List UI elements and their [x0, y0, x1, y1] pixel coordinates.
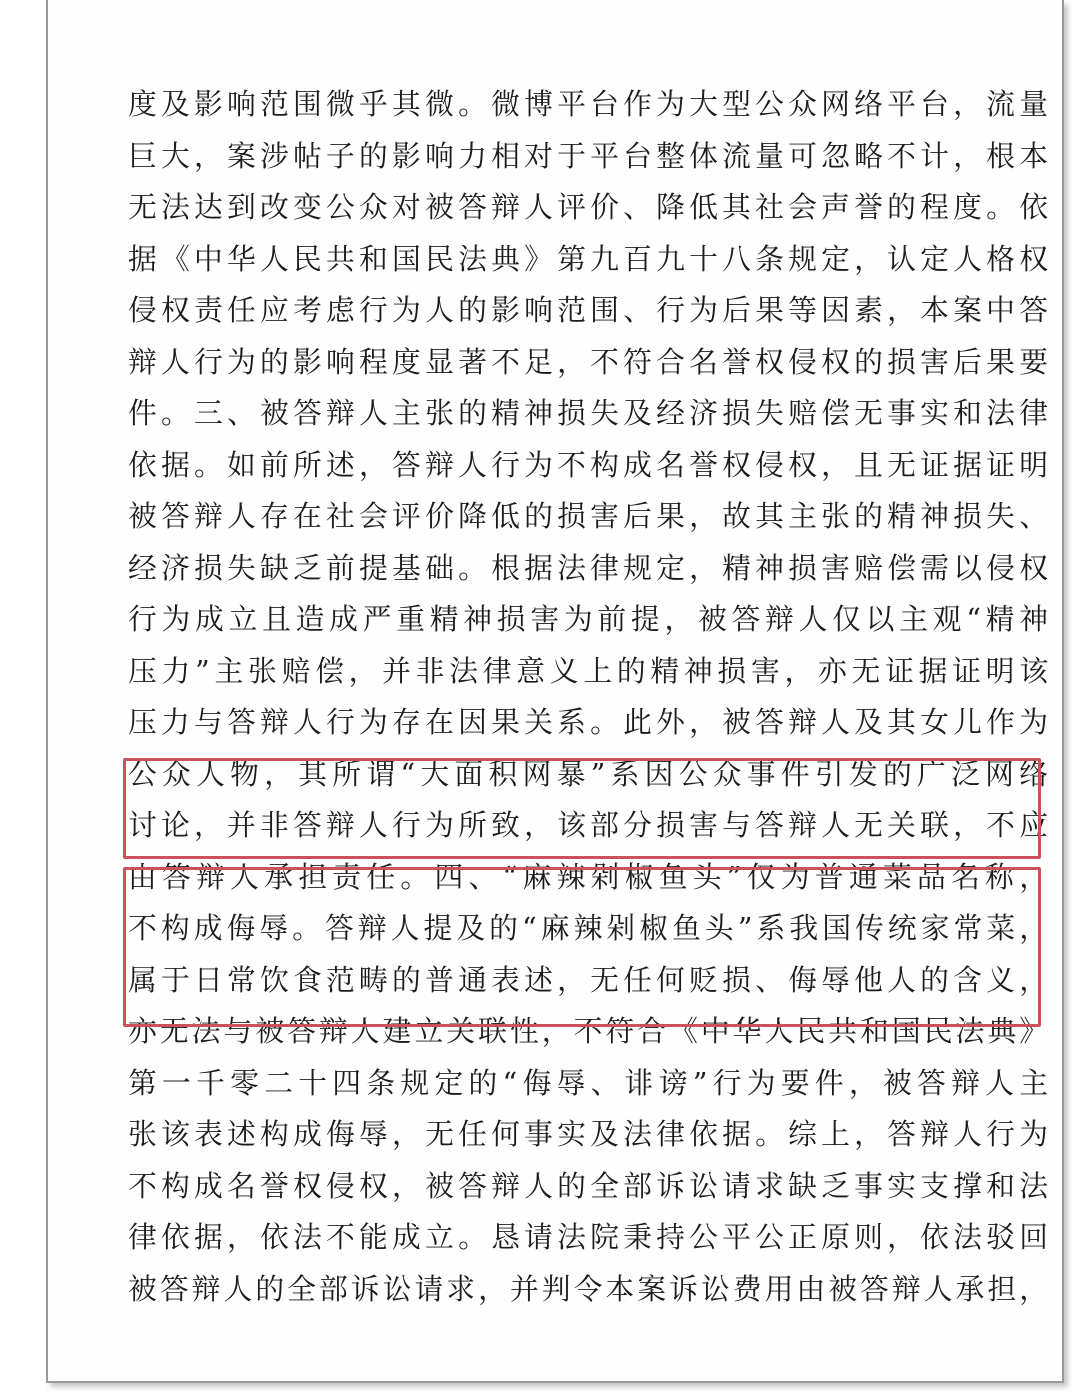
text-line: 被答辩人的全部诉讼请求，并判令本案诉讼费用由被答辩人承担， — [128, 1271, 1048, 1306]
text-line: 压力与答辩人行为存在因果关系。此外，被答辩人及其女儿作为 — [128, 705, 1048, 739]
text-line: 行为成立且造成严重精神损害为前提，被答辩人仅以主观“精神 — [128, 602, 1048, 636]
text-line: 由答辩人承担责任。四、“麻辣剁椒鱼头”仅为普通菜品名称， — [128, 859, 1048, 894]
text-line: 件。三、被答辩人主张的精神损失及经济损失赔偿无事实和法律 — [128, 396, 1048, 430]
text-line: 无法达到改变公众对被答辩人评价、降低其社会声誉的程度。依 — [128, 190, 1048, 224]
document-body — [128, 79, 1048, 1315]
text-line: 不构成名誉权侵权，被答辩人的全部诉讼请求缺乏事实支撑和法 — [128, 1168, 1048, 1203]
text-line: 讨论，并非答辩人行为所致，该部分损害与答辩人无关联，不应 — [128, 808, 1048, 842]
text-line: 度及影响范围微乎其微。微博平台作为大型公众网络平台，流量 — [128, 87, 1048, 121]
text-line: 张该表述构成侮辱，无任何事实及法律依据。综上，答辩人行为 — [128, 1117, 1048, 1151]
text-line: 亦无法与被答辩人建立关联性，不符合《中华人民共和国民法典》 — [128, 1014, 1048, 1048]
document-page — [46, 0, 1064, 1383]
text-line: 压力”主张赔偿，并非法律意义上的精神损害，亦无证据证明该 — [128, 653, 1048, 688]
red-highlight-box-dish-name — [123, 867, 1041, 1027]
text-line: 第一千零二十四条规定的“侮辱、诽谤”行为要件，被答辩人主 — [128, 1065, 1048, 1100]
text-line: 侵权责任应考虑行为人的影响范围、行为后果等因素，本案中答 — [128, 293, 1048, 327]
text-line: 巨大，案涉帖子的影响力相对于平台整体流量可忽略不计，根本 — [128, 138, 1048, 173]
text-line: 不构成侮辱。答辩人提及的“麻辣剁椒鱼头”系我国传统家常菜， — [128, 911, 1048, 945]
text-line: 经济损失缺乏前提基础。根据法律规定，精神损害赔偿需以侵权 — [128, 550, 1048, 585]
text-line: 公众人物，其所谓“大面积网暴”系因公众事件引发的广泛网络 — [128, 756, 1048, 791]
text-line: 律依据，依法不能成立。恳请法院秉持公平公正原则，依法驳回 — [128, 1220, 1048, 1254]
text-line: 据《中华人民共和国民法典》第九百九十八条规定，认定人格权 — [128, 241, 1048, 276]
red-highlight-box-public-figure — [123, 758, 1041, 859]
text-line: 辩人行为的影响程度显著不足，不符合名誉权侵权的损害后果要 — [128, 344, 1048, 379]
text-line: 属于日常饮食范畴的普通表述，无任何贬损、侮辱他人的含义， — [128, 962, 1048, 997]
text-line: 被答辩人存在社会评价降低的损害后果，故其主张的精神损失、 — [128, 499, 1048, 533]
text-line: 依据。如前所述，答辩人行为不构成名誉权侵权，且无证据证明 — [128, 447, 1048, 482]
